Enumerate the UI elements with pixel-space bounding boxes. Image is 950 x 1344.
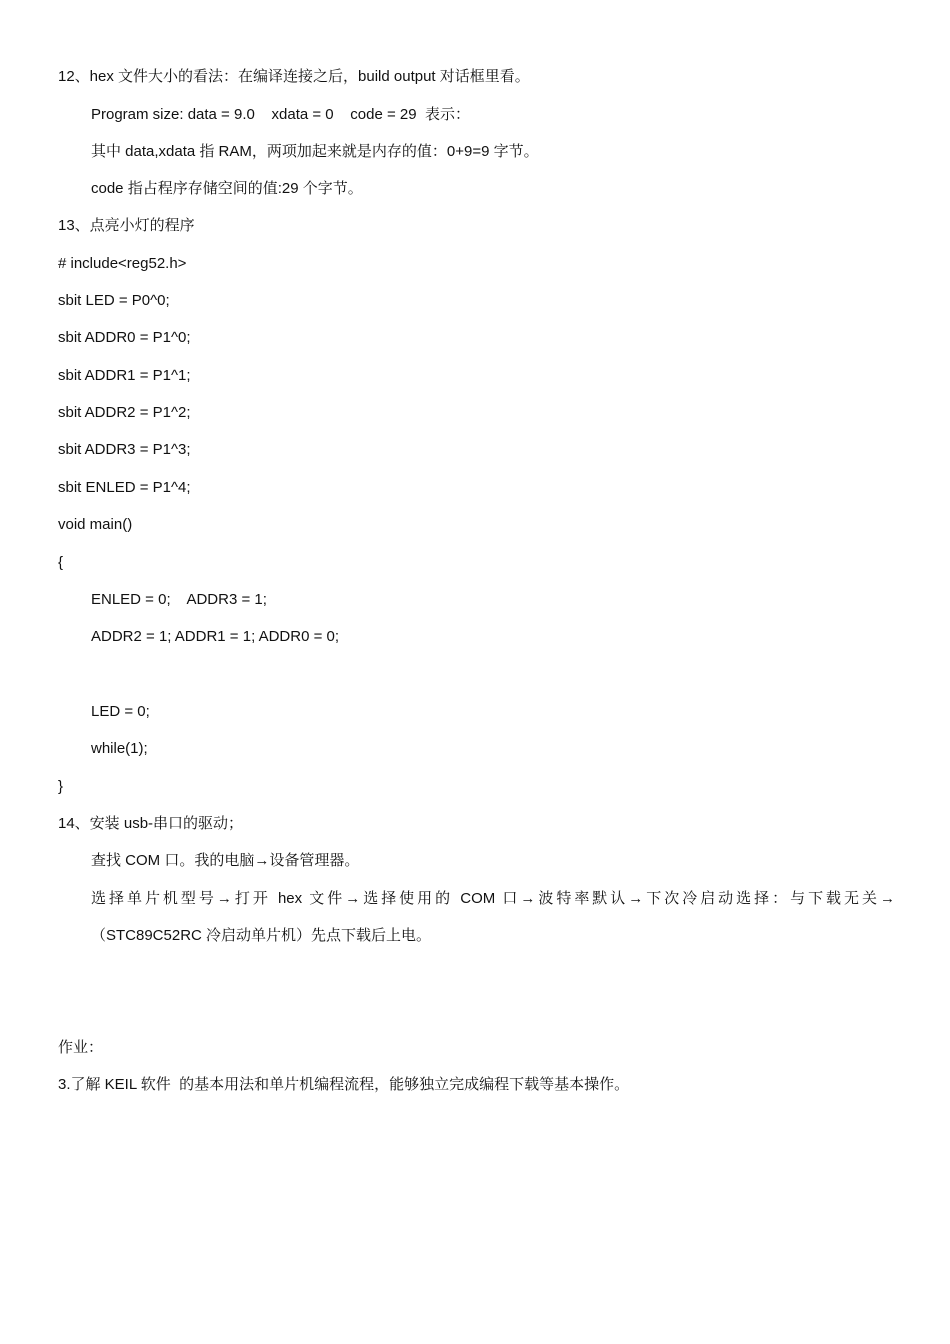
code-line: }	[58, 778, 64, 795]
homework-item-3: 3.了解 KEIL 软件 的基本用法和单片机编程流程，能够独立完成编程下载等基本操作。	[58, 1076, 630, 1093]
section-13-heading: 13、点亮小灯的程序	[58, 217, 195, 234]
code-line: sbit ENLED = P1^4;	[58, 479, 191, 496]
code-line: sbit ADDR2 = P1^2;	[58, 404, 191, 421]
code-line: sbit LED = P0^0;	[58, 292, 170, 309]
code-line: # include<reg52.h>	[58, 255, 187, 272]
code-line: ADDR2 = 1; ADDR1 = 1; ADDR0 = 0;	[91, 628, 340, 645]
code-line: sbit ADDR0 = P1^0;	[58, 329, 191, 346]
code-line: LED = 0;	[91, 703, 150, 720]
download-steps-continued-line: （STC89C52RC 冷启动单片机）先点下载后上电。	[91, 927, 432, 944]
code-line: while(1);	[91, 740, 148, 757]
code-line: sbit ADDR1 = P1^1;	[58, 367, 191, 384]
section-12-heading: 12、hex 文件大小的看法：在编译连接之后，build output 对话框里看。	[58, 68, 530, 85]
code-line: {	[58, 554, 64, 571]
code-explanation-line: code 指占程序存储空间的值:29 个字节。	[91, 180, 363, 197]
find-com-port-line: 查找 COM 口。我的电脑→设备管理器。	[91, 852, 360, 869]
section-14-heading: 14、安装 usb-串口的驱动；	[58, 815, 244, 832]
ram-explanation-line: 其中 data,xdata 指 RAM，两项加起来就是内存的值：0+9=9 字节。	[91, 143, 539, 160]
code-line: ENLED = 0; ADDR3 = 1;	[91, 591, 267, 608]
program-size-line: Program size: data = 9.0 xdata = 0 code = 29 表示：	[91, 106, 470, 123]
homework-heading: 作业：	[58, 1039, 104, 1056]
code-line: sbit ADDR3 = P1^3;	[58, 441, 191, 458]
download-steps-line: 选择单片机型号→打开 hex 文件→选择使用的 COM 口→波特率默认→下次冷启动选择：与下载无关→	[91, 890, 895, 907]
code-line: void main()	[58, 516, 133, 533]
